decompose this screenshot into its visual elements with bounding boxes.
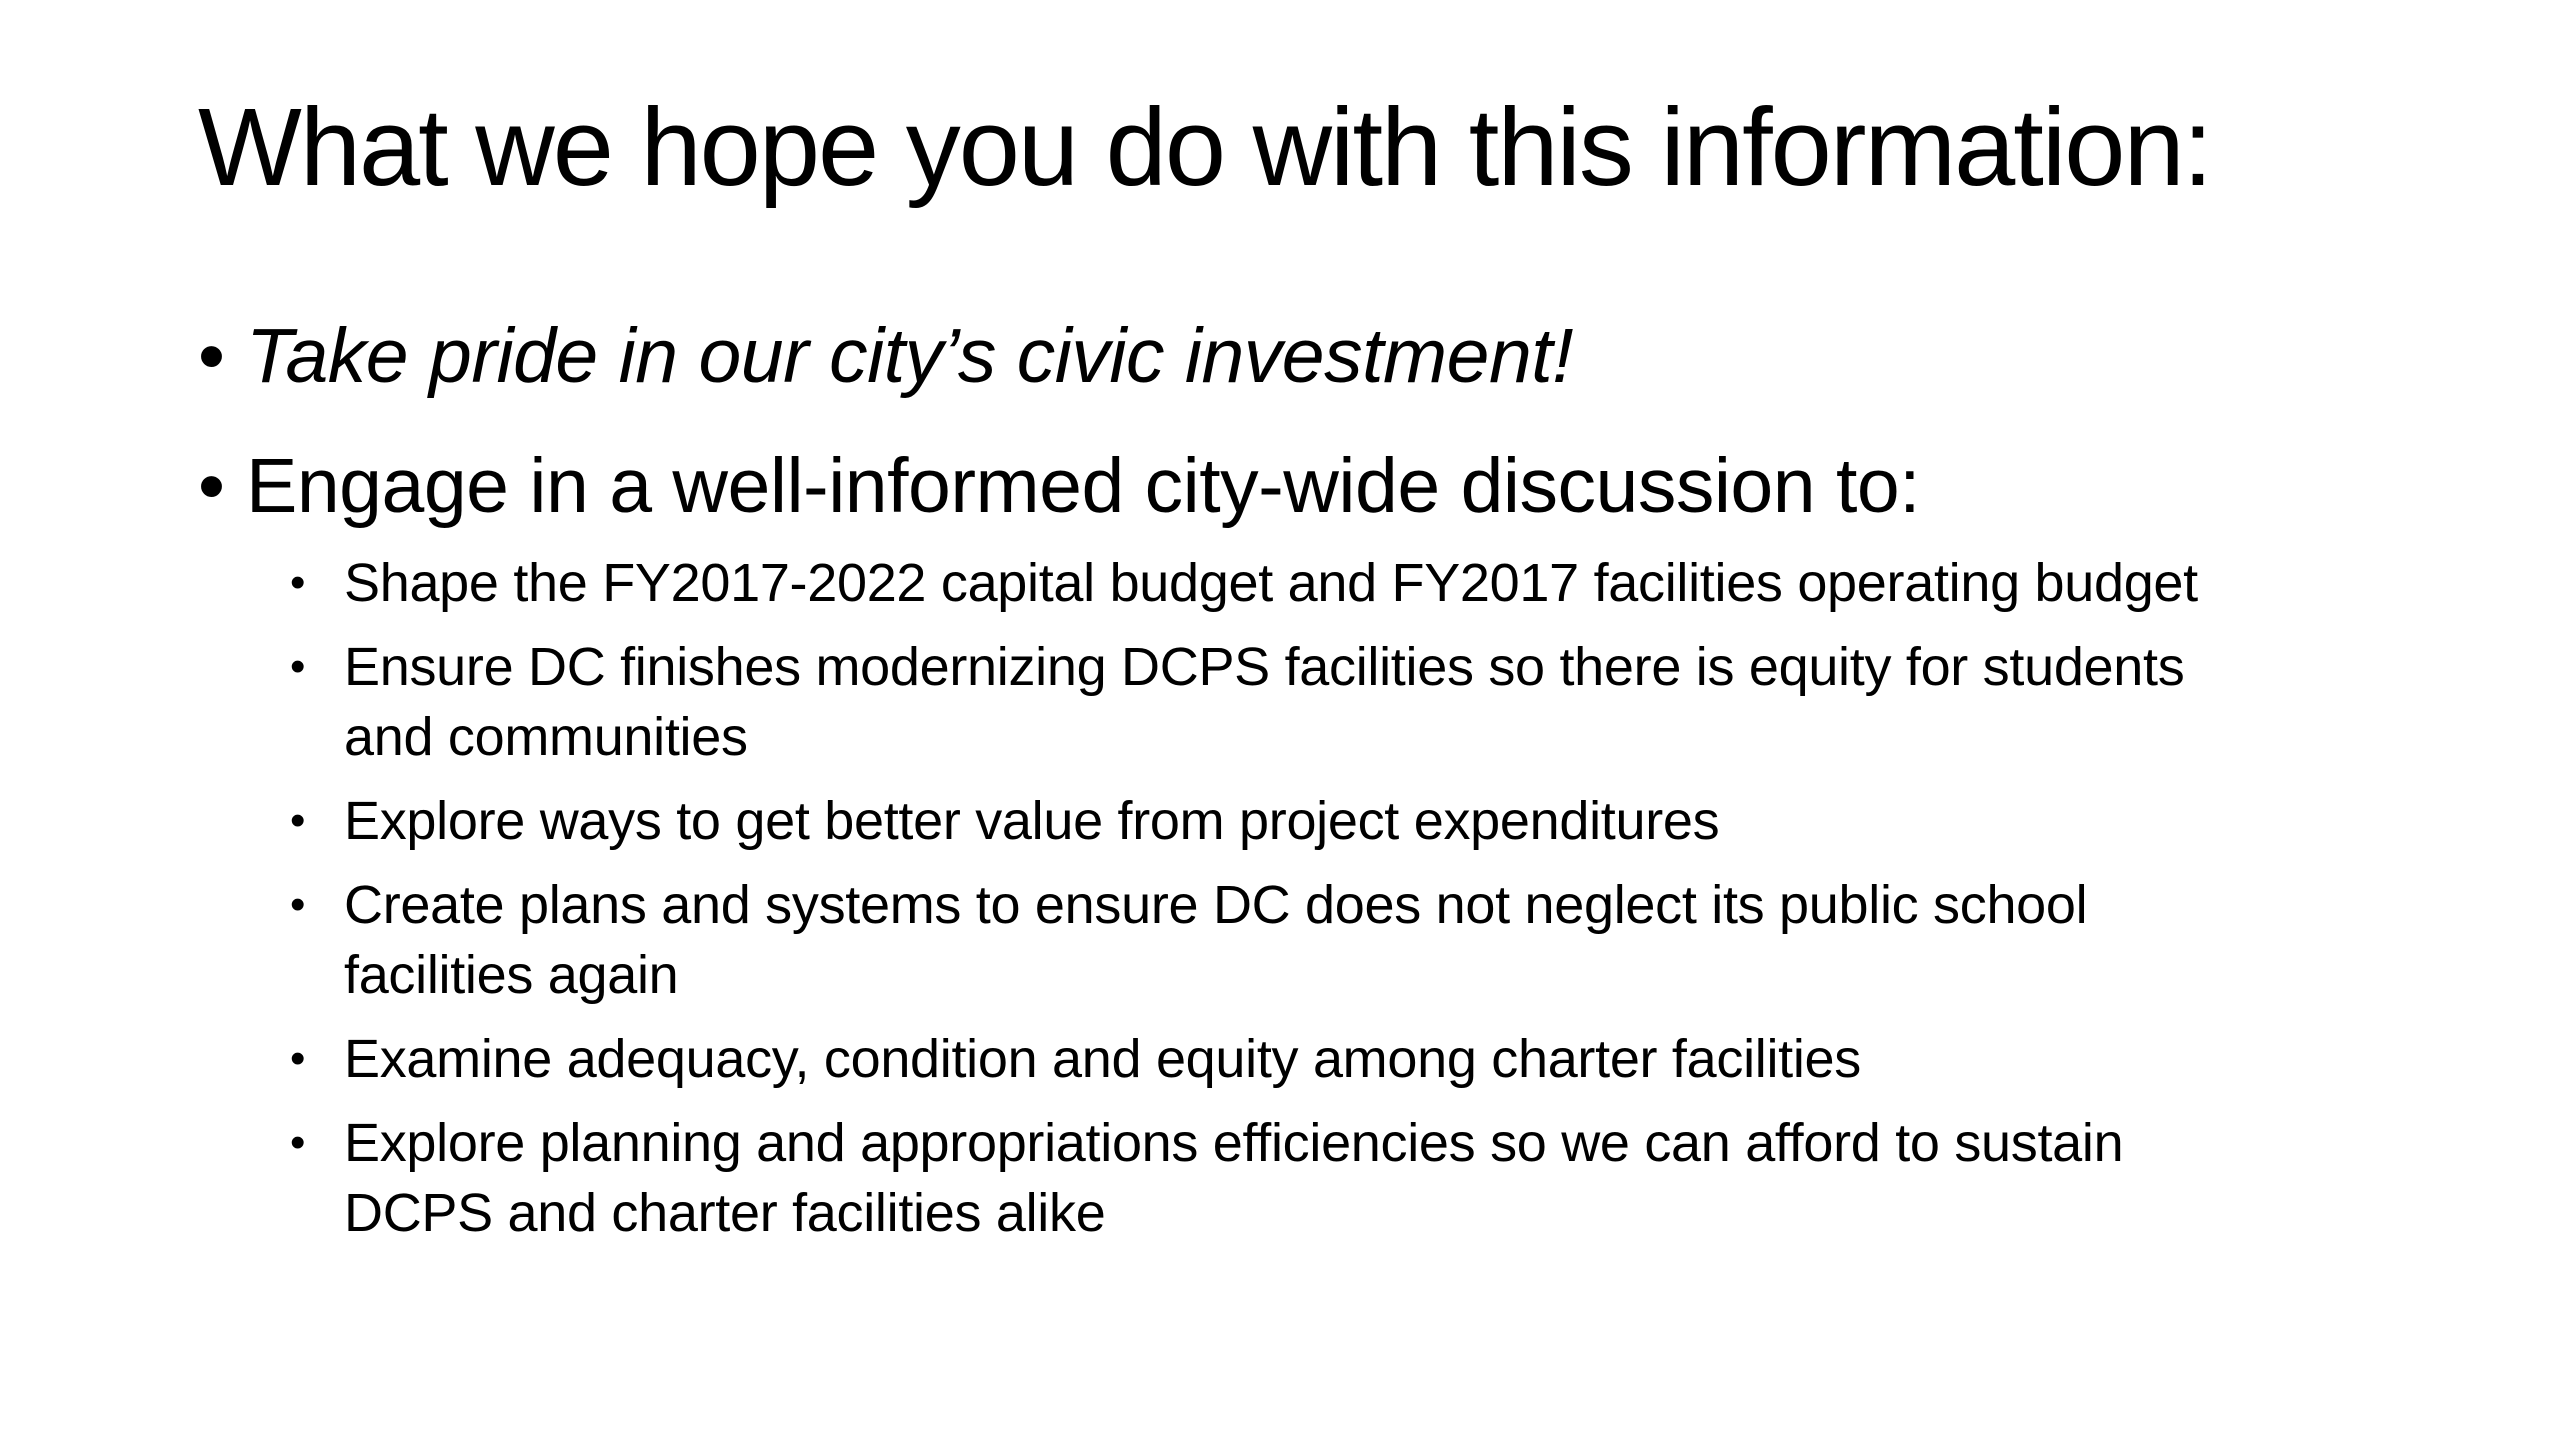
sub-bullet-text-line: facilities again: [344, 945, 679, 1005]
sub-bullet-item: [290, 1108, 2490, 1248]
bullet-text: Engage in a well-informed city-wide discussion to:: [246, 443, 1921, 529]
sub-bullet-text-line: Create plans and systems to ensure DC does not neglect its public school: [344, 875, 2088, 935]
sub-bullet-marker: •: [290, 1034, 306, 1083]
sub-bullet-marker: •: [290, 880, 306, 929]
bullet-marker: •: [198, 313, 225, 399]
sub-bullet-list: [290, 548, 2490, 1262]
sub-bullet-item: [290, 548, 2490, 618]
sub-bullet-text: Examine adequacy, condition and equity among charter facilities: [344, 1029, 1861, 1089]
sub-bullet-text-line: Ensure DC finishes modernizing DCPS facilities so there is equity for students: [344, 637, 2185, 697]
sub-bullet-marker: •: [290, 642, 306, 691]
sub-bullet-text: Shape the FY2017-2022 capital budget and FY2017 facilities operating budget: [344, 553, 2198, 613]
sub-bullet-item: [290, 632, 2490, 772]
sub-bullet-text-line: Explore planning and appropriations efficiencies so we can afford to sustain: [344, 1113, 2124, 1173]
sub-bullet-item: [290, 1024, 2490, 1094]
sub-bullet-item: [290, 786, 2490, 856]
bullet-marker: •: [198, 443, 225, 529]
sub-bullet-text-line: and communities: [344, 707, 748, 767]
sub-bullet-marker: •: [290, 796, 306, 845]
sub-bullet-marker: •: [290, 558, 306, 607]
sub-bullet-marker: •: [290, 1118, 306, 1167]
sub-bullet-text-line: DCPS and charter facilities alike: [344, 1183, 1106, 1243]
sub-bullet-text: Explore ways to get better value from project expenditures: [344, 791, 1720, 851]
slide-title: What we hope you do with this information:: [198, 86, 2212, 209]
sub-bullet-item: [290, 870, 2490, 1010]
bullet-text: Take pride in our city’s civic investment!: [246, 313, 1574, 399]
